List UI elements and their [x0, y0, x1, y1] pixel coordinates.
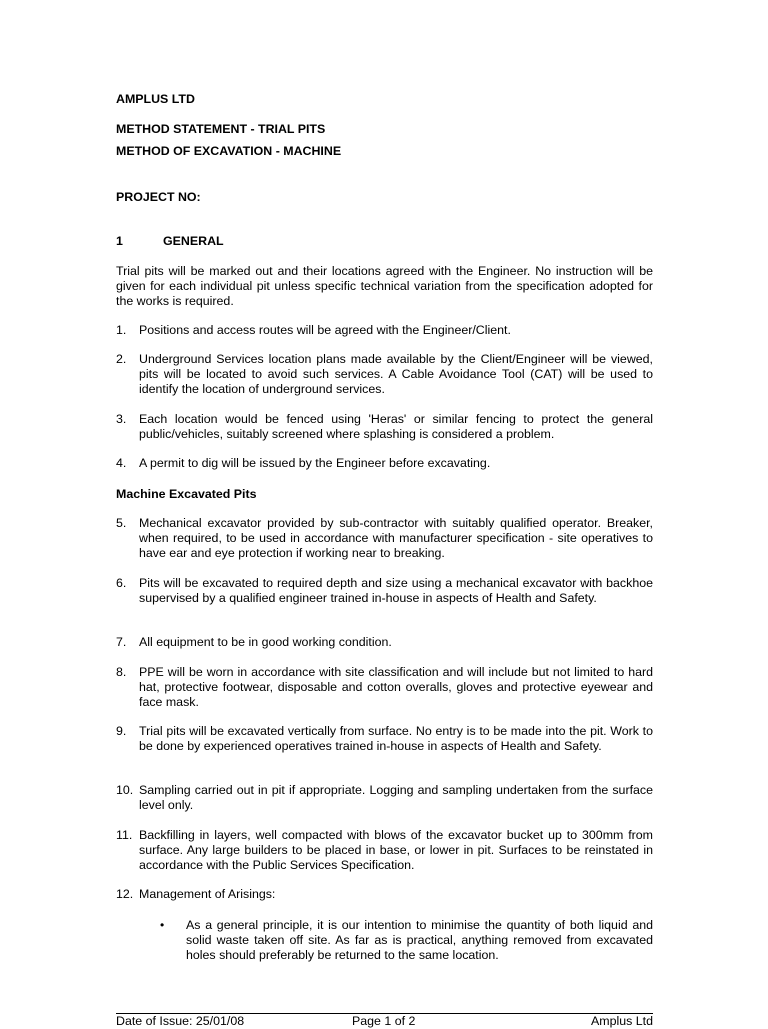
list-item — [116, 576, 653, 606]
footer-page-number: Page 1 of 2 — [352, 1014, 416, 1028]
list-item — [116, 783, 653, 813]
list-item — [116, 352, 653, 397]
list-item-text: Trial pits will be excavated vertically from surface. No entry is to be made into the pit. Work to be done by experienced operatives trained in-house in aspects of Health and Safety. — [139, 724, 653, 753]
document-page — [116, 0, 653, 1028]
company-name: AMPLUS LTD — [116, 92, 195, 106]
list-item-text: Sampling carried out in pit if appropriate. Logging and sampling undertaken from the surface level only. — [139, 783, 653, 812]
list-item-text: Management of Arisings: — [139, 887, 276, 901]
list-item-number: 1. — [116, 323, 127, 337]
bullet-item — [160, 918, 653, 963]
list-item-text: Positions and access routes will be agreed with the Engineer/Client. — [139, 323, 511, 337]
list-item — [116, 724, 653, 754]
list-item-number: 10. — [116, 783, 134, 797]
list-item — [116, 456, 653, 471]
list-item-text: Underground Services location plans made available by the Client/Engineer will be viewed, pits will be located to avoid such services. A Cable Avoidance Tool (CAT) will be used to identify the location of underground services. — [139, 352, 653, 396]
list-item — [116, 665, 653, 710]
bullet-icon: • — [160, 918, 165, 932]
section-heading — [116, 234, 224, 249]
list-item-text: A permit to dig will be issued by the Engineer before excavating. — [139, 456, 491, 470]
list-item-text: Each location would be fenced using 'Heras' or similar fencing to protect the general public/vehicles, suitably screened where splashing is considered a problem. — [139, 412, 653, 441]
list-item — [116, 516, 653, 561]
list-item-number: 3. — [116, 412, 127, 426]
subheading: Machine Excavated Pits — [116, 487, 257, 501]
list-item-text: Mechanical excavator provided by sub-contractor with suitably qualified operator. Breaker, when required, to be used in accordance with manufacturer specification - site operatives to have ear and eye protection if working near to breaking. — [139, 516, 653, 560]
footer-date: Date of Issue: 25/01/08 — [116, 1014, 245, 1028]
list-item-text: All equipment to be in good working condition. — [139, 635, 392, 649]
list-item — [116, 828, 653, 873]
list-item-text: Pits will be excavated to required depth and size using a mechanical excavator with backhoe supervised by a qualified engineer trained in-house in aspects of Health and Safety. — [139, 576, 653, 605]
list-item-number: 11. — [116, 828, 133, 842]
list-item-number: 12. — [116, 887, 134, 901]
section-number: 1 — [116, 234, 123, 248]
document-subtitle: METHOD OF EXCAVATION - MACHINE — [116, 144, 342, 158]
document-title: METHOD STATEMENT - TRIAL PITS — [116, 122, 326, 136]
section-title: GENERAL — [163, 234, 224, 248]
list-item — [116, 412, 653, 442]
list-item-number: 7. — [116, 635, 127, 649]
list-item-number: 4. — [116, 456, 127, 470]
list-item-number: 5. — [116, 516, 127, 530]
list-item — [116, 635, 653, 650]
list-item-text: PPE will be worn in accordance with site classification and will include but not limited to hard hat, protective footwear, disposable and cotton overalls, gloves and protective eyewear and face mask. — [139, 665, 653, 709]
footer-company: Amplus Ltd — [591, 1014, 653, 1028]
list-item — [116, 323, 653, 338]
list-item-text: Backfilling in layers, well compacted with blows of the excavator bucket up to 300mm from surface. Any large builders to be placed in base, or lower in pit. Surfaces to be reinstated in accordance with the Public Services Specification. — [139, 828, 653, 872]
list-item-number: 6. — [116, 576, 127, 590]
list-item-number: 2. — [116, 352, 127, 366]
list-item — [116, 887, 653, 902]
project-number-label: PROJECT NO: — [116, 190, 201, 204]
bullet-text: As a general principle, it is our intention to minimise the quantity of both liquid and solid waste taken off site. As far as is practical, anything removed from excavated holes should preferably be returned to the same location. — [186, 918, 653, 962]
list-item-number: 8. — [116, 665, 127, 679]
intro-paragraph: Trial pits will be marked out and their locations agreed with the Engineer. No instruction will be given for each individual pit unless specific technical variation from the specification adopted for the works is required. — [116, 264, 653, 308]
list-item-number: 9. — [116, 724, 127, 738]
